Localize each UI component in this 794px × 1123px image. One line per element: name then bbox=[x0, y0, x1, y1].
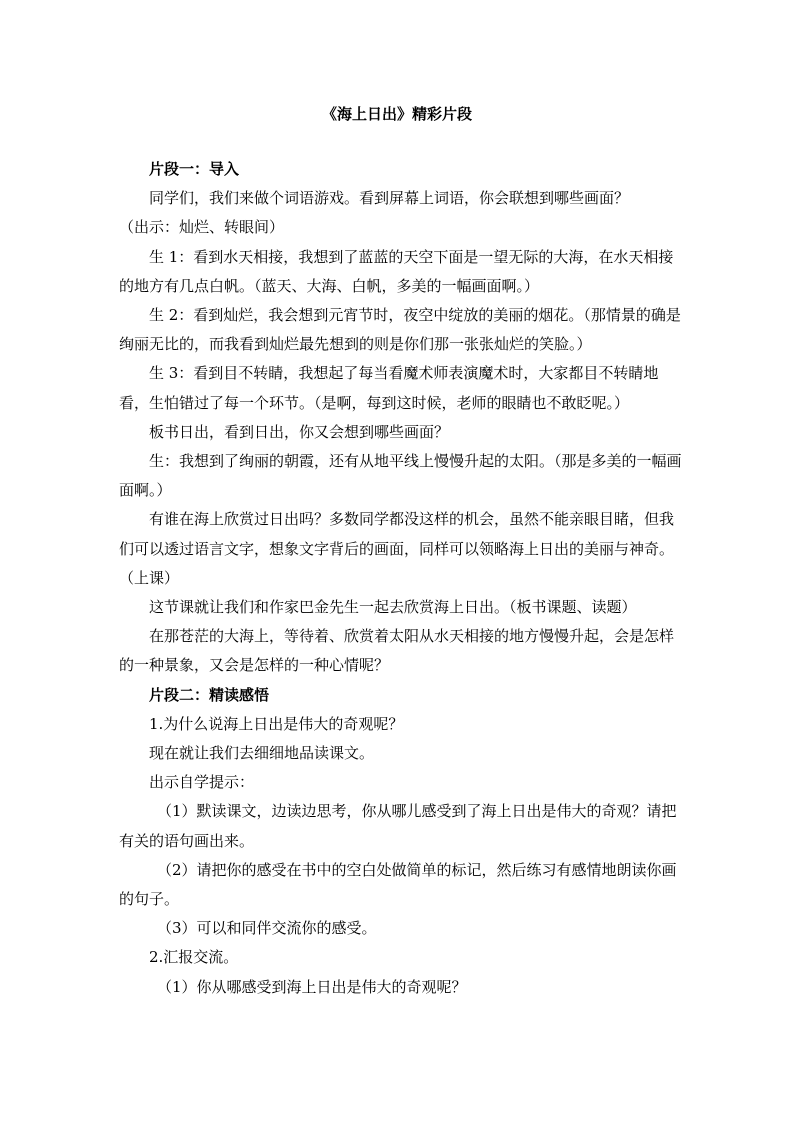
paragraph: 生：我想到了绚丽的朝霞，还有从地平线上慢慢升起的太阳。（那是多美的一幅画面啊。） bbox=[119, 452, 682, 500]
section-heading: 片段一：导入 bbox=[149, 160, 240, 178]
paragraph: 生 3：看到目不转睛，我想起了每当看魔术师表演魔术时，大家都目不转睛地看，生怕错过了每一个环节。（是啊，每到这时候，老师的眼睛也不敢眨呢。） bbox=[119, 364, 659, 412]
paragraph: （出示：灿烂、转眼间） bbox=[119, 218, 285, 237]
paragraph: 板书日出，看到日出，你又会想到哪些画面？ bbox=[149, 422, 450, 441]
section-heading: 片段二：精读感悟 bbox=[149, 685, 270, 704]
paragraph: 2.汇报交流。 bbox=[149, 948, 239, 967]
paragraph: 这节课就让我们和作家巴金先生一起去欣赏海上日出。（板书课题、读题） bbox=[149, 598, 637, 617]
paragraph: 1.为什么说海上日出是伟大的奇观呢？ bbox=[149, 714, 404, 733]
list-item: （2）请把你的感受在书中的空白处做简单的标记，然后练习有感情地朗读你画的句子。 bbox=[119, 860, 677, 909]
paragraph: 出示自学提示： bbox=[149, 773, 255, 792]
paragraph: 生 1：看到水天相接，我想到了蓝蓝的天空下面是一望无际的大海，在水天相接的地方有几点白帆。（蓝天、大海、白帆，多美的一幅画面啊。） bbox=[119, 247, 674, 295]
paragraph: 有谁在海上欣赏过日出吗？多数同学都没这样的机会，虽然不能亲眼目睹，但我们可以透过语言文字，想象文字背后的画面，同样可以领略海上日出的美丽与神奇。（上课） bbox=[119, 510, 675, 587]
paragraph: 现在就让我们去细细地品读课文。 bbox=[149, 744, 375, 763]
paragraph: 生 2：看到灿烂，我会想到元宵节时，夜空中绽放的美丽的烟花。（那情景的确是绚丽无比的，而我看到灿烂最先想到的则是你们那一张张灿烂的笑脸。） bbox=[119, 306, 681, 354]
list-item: （1）默读课文，边读边思考，你从哪儿感受到了海上日出是伟大的奇观？请把有关的语句画出来。 bbox=[119, 802, 677, 850]
list-item: （1）你从哪感受到海上日出是伟大的奇观呢？ bbox=[157, 977, 467, 996]
paragraph: 在那苍茫的大海上，等待着、欣赏着太阳从水天相接的地方慢慢升起，会是怎样的一种景象，又会是怎样的一种心情呢？ bbox=[119, 627, 675, 675]
paragraph: 同学们，我们来做个词语游戏。看到屏幕上词语，你会联想到哪些画面？ bbox=[149, 189, 630, 208]
list-item: （3）可以和同伴交流你的感受。 bbox=[157, 919, 377, 938]
document-title: 《海上日出》精彩片段 bbox=[321, 105, 472, 123]
document-body bbox=[119, 155, 687, 1002]
